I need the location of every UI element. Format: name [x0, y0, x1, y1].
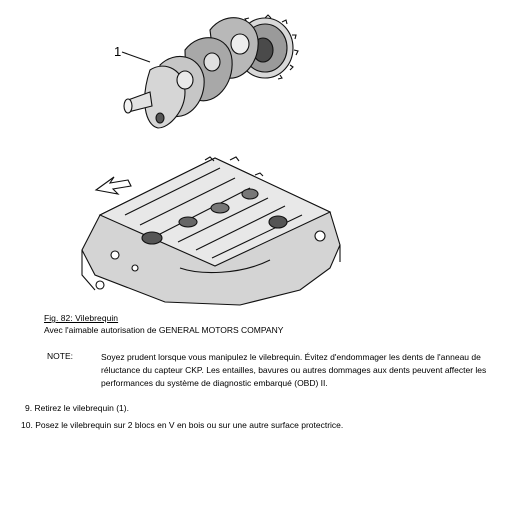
step-text: Retirez le vilebrequin (1).: [34, 403, 129, 413]
note-text: Soyez prudent lorsque vous manipulez le vilebrequin. Évitez d'endommager les dents de l'anneau de réluctance du capteur CKP. Les entailles, bavures ou autres dommages aux dents peuvent affecter les performances du système de diagnostic embarqué (OBD) II.: [101, 352, 487, 388]
step-item: [21, 420, 343, 430]
crankshaft-illustration: [60, 0, 360, 312]
figure-courtesy: Avec l'aimable autorisation de GENERAL MOTORS COMPANY: [44, 325, 284, 335]
step-text: Posez le vilebrequin sur 2 blocs en V en bois ou sur une autre surface protectrice.: [35, 420, 344, 430]
note-label: NOTE:: [47, 351, 73, 361]
crankshaft-drawing: [122, 15, 298, 128]
step-number: 10.: [21, 420, 33, 430]
step-item: [25, 403, 129, 413]
direction-arrow-drawing: [96, 177, 131, 194]
step-number: 9.: [25, 403, 33, 413]
figure-caption: Fig. 82: Vilebrequin: [44, 313, 119, 323]
callout-number: 1: [114, 44, 122, 59]
engine-block-drawing: [82, 157, 340, 305]
